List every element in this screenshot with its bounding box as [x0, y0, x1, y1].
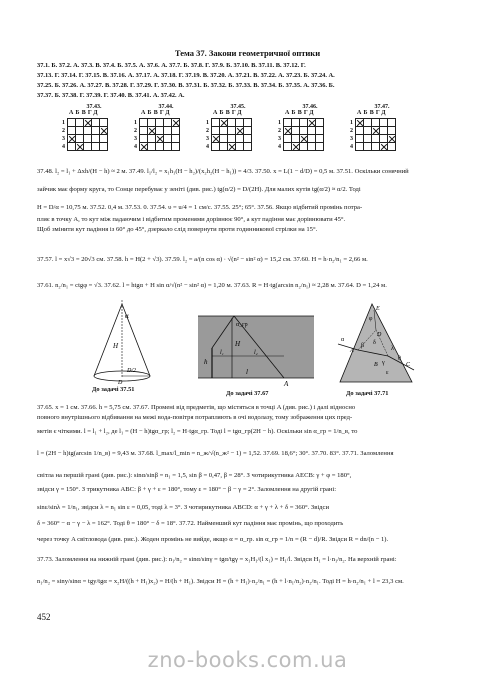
grid-cell	[68, 127, 76, 135]
point-a-label: A	[350, 348, 354, 354]
answer-grid	[60, 104, 120, 151]
grid-cell	[76, 127, 84, 135]
grid-header: АБВГД	[69, 110, 100, 116]
grid-cell-marked	[356, 119, 364, 127]
solution-line: метів є чіткими. l = l₁ + l₂, де l₁ = (H − h)tgα_гр; l₂ = H·tgα_гр. Тоді l = tgα_гр(2H − h). Оскільки sin α_гр = 1/n_в, то	[37, 428, 358, 435]
grid-row	[276, 119, 324, 127]
grid-cell	[364, 143, 372, 151]
grid-cell-marked	[100, 127, 108, 135]
grid-cell-marked	[140, 143, 148, 151]
grid-cell	[100, 135, 108, 143]
gamma-label: γ	[382, 360, 385, 366]
grid-cell	[220, 127, 228, 135]
solution-line: 37.48. l₂ = l₁ + Δxh/(H − h) ≈ 2 м. 37.49. l₁/l₂ = x₁h₁(H − h₂)/(x₂h₂(H − h₁)) = 4/3. 37.50. x = L(1 − d/D) = 0,5 м. 37.51. Оскільки сонячний	[37, 168, 409, 175]
grid-cell	[388, 143, 396, 151]
grid-label: 37.44.	[158, 104, 174, 110]
grid-cell	[300, 127, 308, 135]
solution-line: l = (2H − h)tg(arcsin 1/n_в) = 9,43 м. 37.68. l_max/l_min = n_ж/√(n_ж² − 1) = 1,52. 37.69. 18,6°; 30°. 37.70. 83°. 37.71. Заломлення	[37, 450, 394, 457]
grid-cell	[228, 127, 236, 135]
page-title: Тема 37. Закони геометричної оптики	[174, 48, 321, 58]
grid-row-number: 3	[350, 135, 353, 142]
solution-line: Щоб змінити кут падіння із 60° до 45°, дзеркало слід повернути проти годинникової стрілки на 15°.	[37, 226, 318, 233]
alpha-label: α	[125, 312, 129, 320]
grid-table	[132, 118, 180, 151]
half-diameter-label: D/2	[127, 368, 136, 374]
grid-row	[348, 135, 396, 143]
grid-row-number: 1	[62, 119, 65, 126]
lambda-label: λ	[391, 346, 394, 352]
diameter-label: D	[118, 380, 123, 385]
grid-row-number: 1	[206, 119, 209, 126]
grid-cell	[388, 127, 396, 135]
h-label: h	[204, 358, 208, 366]
grid-cell	[300, 119, 308, 127]
grid-cell	[140, 135, 148, 143]
answer-grid	[348, 104, 408, 151]
grid-row	[60, 127, 108, 135]
grid-cell	[100, 143, 108, 151]
grid-cell	[156, 127, 164, 135]
figure-caption: До задачі 37.51	[92, 386, 135, 393]
grid-row	[276, 127, 324, 135]
grid-cell	[372, 119, 380, 127]
grid-row-number: 1	[278, 119, 281, 126]
point-a-label: A	[284, 380, 289, 387]
grid-row	[348, 143, 396, 151]
grid-label: 37.45.	[230, 104, 246, 110]
figure-cone-diagram	[80, 300, 170, 385]
grid-cell	[212, 127, 220, 135]
grid-row-number: 4	[278, 143, 281, 150]
answer-row: 37.37. Б. 37.38. Г. 37.39. Г. 37.40. В. 37.41. А. 37.42. А.	[37, 92, 185, 99]
solution-line: світла на першій грані (див. рис.): sinα/sinβ = n₁ = 1,5, sin β = 0,47, β = 28°. З чотирикутника AECB: γ + φ = 180°,	[37, 472, 352, 479]
solution-line: δ = 360° − α − γ − λ = 162°. Тоді θ = 180° − δ = 18°. 37.72. Найменший кут падіння має промінь, що проходить	[37, 520, 344, 527]
grid-cell	[228, 135, 236, 143]
grid-row-number: 4	[62, 143, 65, 150]
grid-cell	[148, 119, 156, 127]
grid-header: АБВГД	[141, 110, 172, 116]
grid-cell	[364, 127, 372, 135]
grid-cell-marked	[372, 127, 380, 135]
grid-row	[204, 143, 252, 151]
grid-cell	[308, 143, 316, 151]
grid-cell-marked	[380, 143, 388, 151]
answer-grid	[204, 104, 264, 151]
grid-cell	[68, 119, 76, 127]
grid-table	[60, 118, 108, 151]
grid-row-number: 3	[62, 135, 65, 142]
grid-cell	[284, 135, 292, 143]
grid-cell-marked	[76, 143, 84, 151]
grid-cell	[220, 135, 228, 143]
grid-cell	[76, 135, 84, 143]
grid-cell-marked	[172, 119, 180, 127]
grid-cell	[356, 127, 364, 135]
grid-row	[276, 143, 324, 151]
grid-cell	[284, 119, 292, 127]
l1-label: l₁	[220, 350, 224, 356]
grid-row	[60, 143, 108, 151]
grid-cell	[380, 127, 388, 135]
grid-row-number: 1	[134, 119, 137, 126]
grid-cell	[244, 135, 252, 143]
grid-cell-marked	[284, 127, 292, 135]
point-e-label: E	[376, 306, 380, 312]
solution-line: зайчик має форму круга, то Сонце перебуває у зеніті (див. рис.) tg(α/2) = D/(2H). Для малих кутів tg(α/2) ≈ α/2. Тоді	[37, 186, 361, 193]
grid-cell	[244, 143, 252, 151]
solution-line: через точку A світловода (див. рис.). Жоден промінь не вийде, якщо α = α_гр. sin α_гр = 1/n = (R − d)/R. Звідси R = dn/(n − 1).	[37, 536, 389, 543]
grid-cell	[212, 119, 220, 127]
grid-header: АБВГД	[213, 110, 244, 116]
grid-cell	[316, 135, 324, 143]
solution-line: H = D/α = 10,75 м. 37.52. 0,4 м. 37.53. 0. 37.54. υ = u/4 = 1 см/с. 37.55. 25°; 65°. 37.56. Якщо відбитий промінь потра-	[37, 204, 363, 211]
grid-cell	[292, 135, 300, 143]
solution-line: звідси γ = 150°. З трикутника ABC: β + γ + ε = 180°, тому ε = 180° − β − γ = 2°. Заломлення на другій грані:	[37, 486, 337, 493]
point-c-label: C	[406, 362, 411, 368]
grid-cell-marked	[308, 119, 316, 127]
grid-cell	[164, 127, 172, 135]
grid-cell	[356, 143, 364, 151]
point-d-label: D	[377, 332, 382, 338]
grid-label: 37.47.	[374, 104, 390, 110]
grid-cell	[284, 143, 292, 151]
grid-cell	[172, 135, 180, 143]
grid-cell	[364, 135, 372, 143]
grid-cell	[156, 119, 164, 127]
grid-label: 37.46.	[302, 104, 318, 110]
grid-cell	[92, 143, 100, 151]
grid-row-number: 4	[134, 143, 137, 150]
grid-cell	[388, 119, 396, 127]
grid-row-number: 3	[134, 135, 137, 142]
grid-cell-marked	[388, 135, 396, 143]
answer-row: 37.1. Б. 37.2. А. 37.3. В. 37.4. Б. 37.5. А. 37.6. А. 37.7. Б. 37.8. Г. 37.9. Б. 37.10. В. 37.11. В. 37.12. Г.	[37, 62, 306, 69]
grid-row-number: 2	[206, 127, 209, 134]
grid-row-number: 2	[134, 127, 137, 134]
watermark: zno-books.com.ua	[147, 648, 348, 672]
height-label: H	[113, 342, 119, 350]
grid-row	[348, 127, 396, 135]
grid-cell	[92, 119, 100, 127]
grid-header: АБВГД	[285, 110, 316, 116]
answer-row: 37.13. Г. 37.14. Г. 37.15. В. 37.16. А. 37.17. А. 37.18. Г. 37.19. В. 37.20. А. 37.21. В. 37.22. А. 37.23. Б. 37.24. А.	[37, 72, 335, 79]
grid-cell	[244, 119, 252, 127]
grid-cell	[292, 119, 300, 127]
solution-line: повного внутрішнього відбивання на межі вода-повітря потрапляють в очі водолазу, тому зображення цих пред-	[37, 414, 353, 421]
grid-cell	[76, 119, 84, 127]
l-label: l	[246, 368, 248, 376]
grid-cell	[100, 119, 108, 127]
grid-row	[60, 119, 108, 127]
figure-prism-diagram	[336, 300, 416, 388]
grid-cell	[380, 119, 388, 127]
grid-cell-marked	[236, 127, 244, 135]
grid-table	[348, 118, 396, 151]
grid-cell-marked	[148, 127, 156, 135]
l2-label: l₂	[254, 350, 258, 356]
point-b-label: B	[374, 362, 378, 368]
grid-cell	[228, 119, 236, 127]
grid-cell	[236, 143, 244, 151]
grid-row-number: 2	[350, 127, 353, 134]
grid-table	[276, 118, 324, 151]
grid-cell	[172, 127, 180, 135]
grid-cell	[372, 135, 380, 143]
alpha-label: α	[341, 337, 345, 343]
grid-cell	[372, 143, 380, 151]
grid-cell	[308, 135, 316, 143]
grid-cell	[164, 135, 172, 143]
grid-row-number: 2	[62, 127, 65, 134]
grid-cell	[308, 127, 316, 135]
grid-cell	[148, 143, 156, 151]
grid-row-number: 3	[206, 135, 209, 142]
grid-row	[348, 119, 396, 127]
epsilon-label: ε	[386, 370, 389, 376]
solution-line: n₁/n₂ = siny/sinα = tgy/tgα = x₂H/((h + H₁)x₂) = H/(h + H₁). Звідси H = (h + H₁)·n₂/n₁ = (h + l·n₁/n₂)·n₂/n₁. Тоді H = h·n₂/n₁ + l = 23,3 см.	[37, 578, 404, 585]
grid-row-number: 4	[206, 143, 209, 150]
grid-table	[204, 118, 252, 151]
grid-cell-marked	[212, 135, 220, 143]
grid-cell	[316, 143, 324, 151]
grid-cell	[212, 143, 220, 151]
grid-cell	[164, 119, 172, 127]
grid-row	[204, 135, 252, 143]
grid-cell	[172, 143, 180, 151]
solution-line: 37.73. Заломлення на нижній грані (див. рис.): n₁/n₂ = sinα/sinγ = tgα/tgγ = x₁H₁/(l x₁) = H₁/l. Звідси H₁ = l·n₁/n₂. На верхній грані:	[37, 556, 397, 563]
figure-diver-diagram	[198, 312, 314, 387]
grid-cell	[356, 135, 364, 143]
grid-cell	[316, 127, 324, 135]
solution-line: пляє в точку A, то кут між падаючим і відбитим променями дорівнює 90°, а кут падіння має дорівнювати 45°.	[37, 216, 346, 223]
solution-line: 37.65. x = 1 см. 37.66. h = 5,75 см. 37.67. Промені від предметів, що містяться в точці A (див. рис.) і далі відносно	[37, 404, 356, 411]
grid-cell-marked	[68, 135, 76, 143]
figure-caption: До задачі 37.67	[226, 390, 269, 397]
answer-grids	[60, 104, 420, 162]
page-number: 452	[37, 612, 51, 622]
delta-label: δ	[373, 340, 376, 346]
grid-cell	[316, 119, 324, 127]
grid-cell	[244, 127, 252, 135]
grid-cell-marked	[300, 135, 308, 143]
depth-label: H	[235, 340, 241, 348]
solution-line: 37.57. l = x√3 = 20√3 см. 37.58. h = H(2 + √3). 37.59. l₂ = a/(n cos α) · √(n² − sin² α) = 15,2 см. 37.60. H = h·n₂/n₁ = 2,66 м.	[37, 256, 368, 263]
critical-angle-label: α_гр	[236, 322, 248, 328]
grid-row-number: 4	[350, 143, 353, 150]
grid-cell	[84, 143, 92, 151]
grid-row-number: 1	[350, 119, 353, 126]
phi-label: φ	[369, 316, 373, 322]
figure-caption: До задачі 37.71	[346, 390, 389, 397]
grid-cell-marked	[220, 119, 228, 127]
grid-cell	[148, 135, 156, 143]
grid-cell	[236, 119, 244, 127]
grid-cell	[92, 135, 100, 143]
grid-cell	[84, 135, 92, 143]
grid-row	[60, 135, 108, 143]
grid-cell	[220, 143, 228, 151]
grid-row	[132, 127, 180, 135]
answer-row: 37.25. Б. 37.26. А. 37.27. В. 37.28. Г. 37.29. Г. 37.30. В. 37.31. Б. 37.32. Б. 37.33. В. 37.34. Б. 37.35. А. 37.36. Б.	[37, 82, 335, 89]
grid-row	[276, 135, 324, 143]
grid-cell	[236, 135, 244, 143]
grid-cell	[156, 143, 164, 151]
grid-cell	[140, 119, 148, 127]
grid-row-number: 3	[278, 135, 281, 142]
grid-cell	[68, 143, 76, 151]
theta-label: θ	[398, 356, 401, 362]
grid-cell-marked	[156, 135, 164, 143]
grid-cell	[380, 135, 388, 143]
grid-cell	[364, 119, 372, 127]
grid-row-number: 2	[278, 127, 281, 134]
grid-row	[132, 119, 180, 127]
grid-row	[204, 119, 252, 127]
grid-row	[204, 127, 252, 135]
grid-cell-marked	[228, 143, 236, 151]
grid-cell	[292, 127, 300, 135]
answer-grid	[132, 104, 192, 151]
grid-cell-marked	[84, 119, 92, 127]
grid-header: АБВГД	[357, 110, 388, 116]
solution-line: 37.61. n₂/n₁ = ctgφ = √3. 37.62. l = htgα + H sin α/√(n² − sin² α) = 1,20 м. 37.63. R = H·tg(arcsin n₂/n₁) ≈ 2,28 м. 37.64. D = 1,24 м.	[37, 282, 387, 289]
grid-label: 37.43.	[86, 104, 102, 110]
grid-cell	[92, 127, 100, 135]
answer-grid	[276, 104, 336, 151]
grid-cell	[164, 143, 172, 151]
solution-line: sinε/sinλ = 1/n₁, звідси λ = n₁ sin ε = 0,05, тоді λ = 3°. З чотирикутника ABCD: α + γ + λ + δ = 360°. Звідси	[37, 504, 329, 511]
grid-row	[132, 135, 180, 143]
grid-cell	[84, 127, 92, 135]
beta-label: β	[361, 343, 365, 349]
grid-cell	[300, 143, 308, 151]
grid-cell-marked	[292, 143, 300, 151]
grid-cell	[140, 127, 148, 135]
grid-row	[132, 143, 180, 151]
